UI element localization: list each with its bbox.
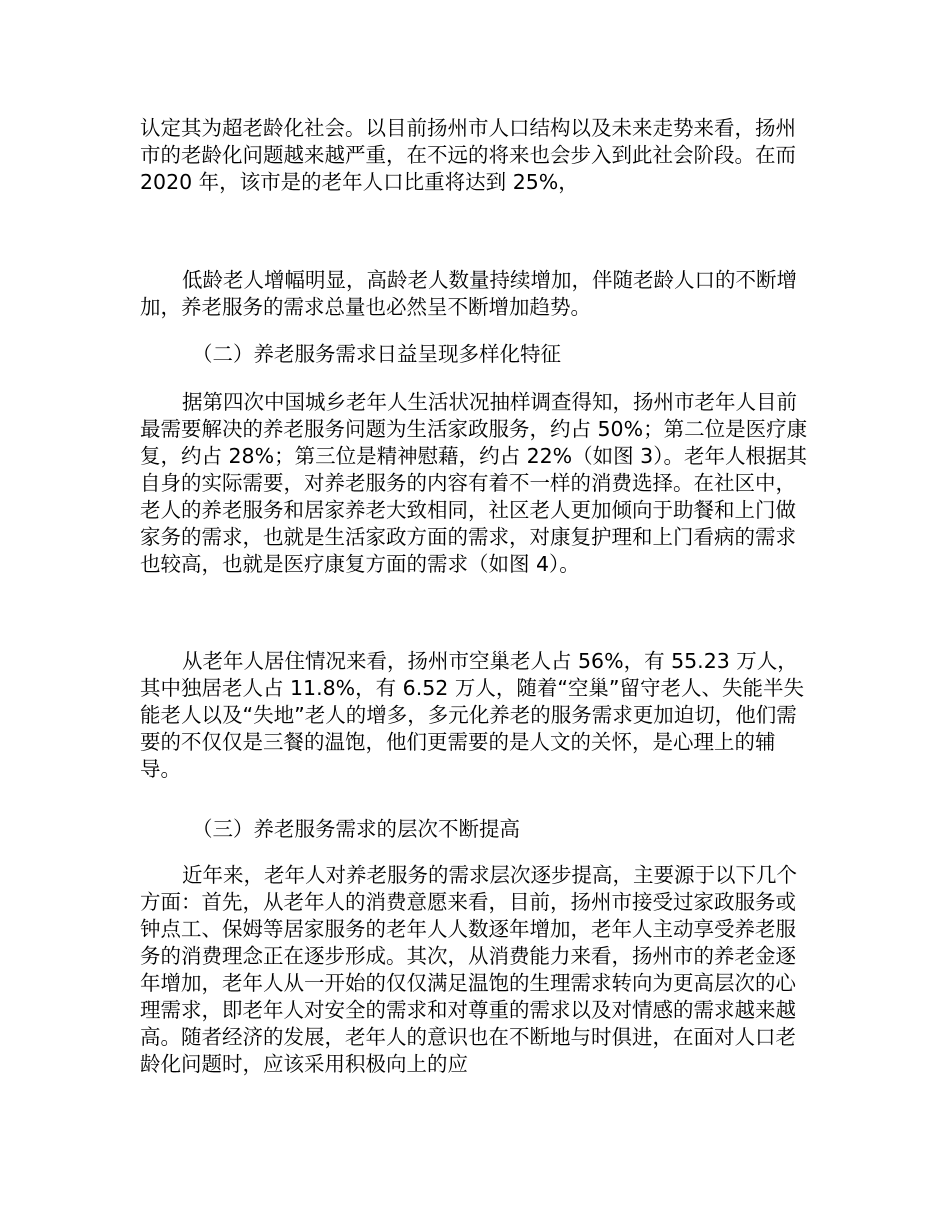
paragraph-living-situation: 从老年人居住情况来看，扬州市空巢老人占 56%，有 55.23 万人，其中独居老人占 11.8%，有 6.52 万人，随着“空巢”留守老人、失能半失能老人以及“失地”老人的增多，多元化养老的服务需求更加迫切，他们需要的不仅仅是三餐的温饱，他们更需要的是人文的关怀，是心理上的辅导。 xyxy=(140,649,805,781)
paragraph-demand-increase: 近年来，老年人对养老服务的需求层次逐步提高，主要源于以下几个方面：首先，从老年人的消费意愿来看，目前，扬州市接受过家政服务或钟点工、保姆等居家服务的老年人人数逐年增加，老年人主动享受养老服务的消费理念正在逐步形成。其次，从消费能力来看，扬州市的养老金逐年增加，老年人从一开始的仅仅满足温饱的生理需求转向为更高层次的心理需求，即老年人对安全的需求和对尊重的需求以及对情感的需求越来越高。随者经济的发展，老年人的意识也在不断地与时俱进，在面对人口老龄化问题时，应该采用积极向上的应 xyxy=(140,863,797,1076)
paragraph-survey-results: 据第四次中国城乡老年人生活状况抽样调查得知，扬州市老年人目前最需要解决的养老服务问题为生活家政服务，约占 50%；第二位是医疗康复，约占 28%；第三位是精神慰藉，约占 22%（如图 3）。老年人根据其自身的实际需要，对养老服务的内容有着不一样的消费选择。在社区中，老人的养老服务和居家养老大致相同，社区老人更加倾向于助餐和上门做家务的需求，也就是生活家政方面的需求，对康复护理和上门看病的需求也较高，也就是医疗康复方面的需求（如图 4）。 xyxy=(140,390,808,576)
section-heading-diversification: （二）养老服务需求日益呈现多样化特征 xyxy=(192,342,561,366)
paragraph-elderly-growth: 低龄老人增幅明显，高龄老人数量持续增加，伴随老龄人口的不断增加，养老服务的需求总量也必然呈不断增加趋势。 xyxy=(140,268,797,319)
section-heading-demand-level: （三）养老服务需求的层次不断提高 xyxy=(192,817,520,841)
paragraph-aging-society: 认定其为超老龄化社会。以目前扬州市人口结构以及未来走势来看，扬州市的老龄化问题越来越严重，在不远的将来也会步入到此社会阶段。在而 2020 年，该市是的老年人口比重将达到 25%， xyxy=(140,116,796,194)
